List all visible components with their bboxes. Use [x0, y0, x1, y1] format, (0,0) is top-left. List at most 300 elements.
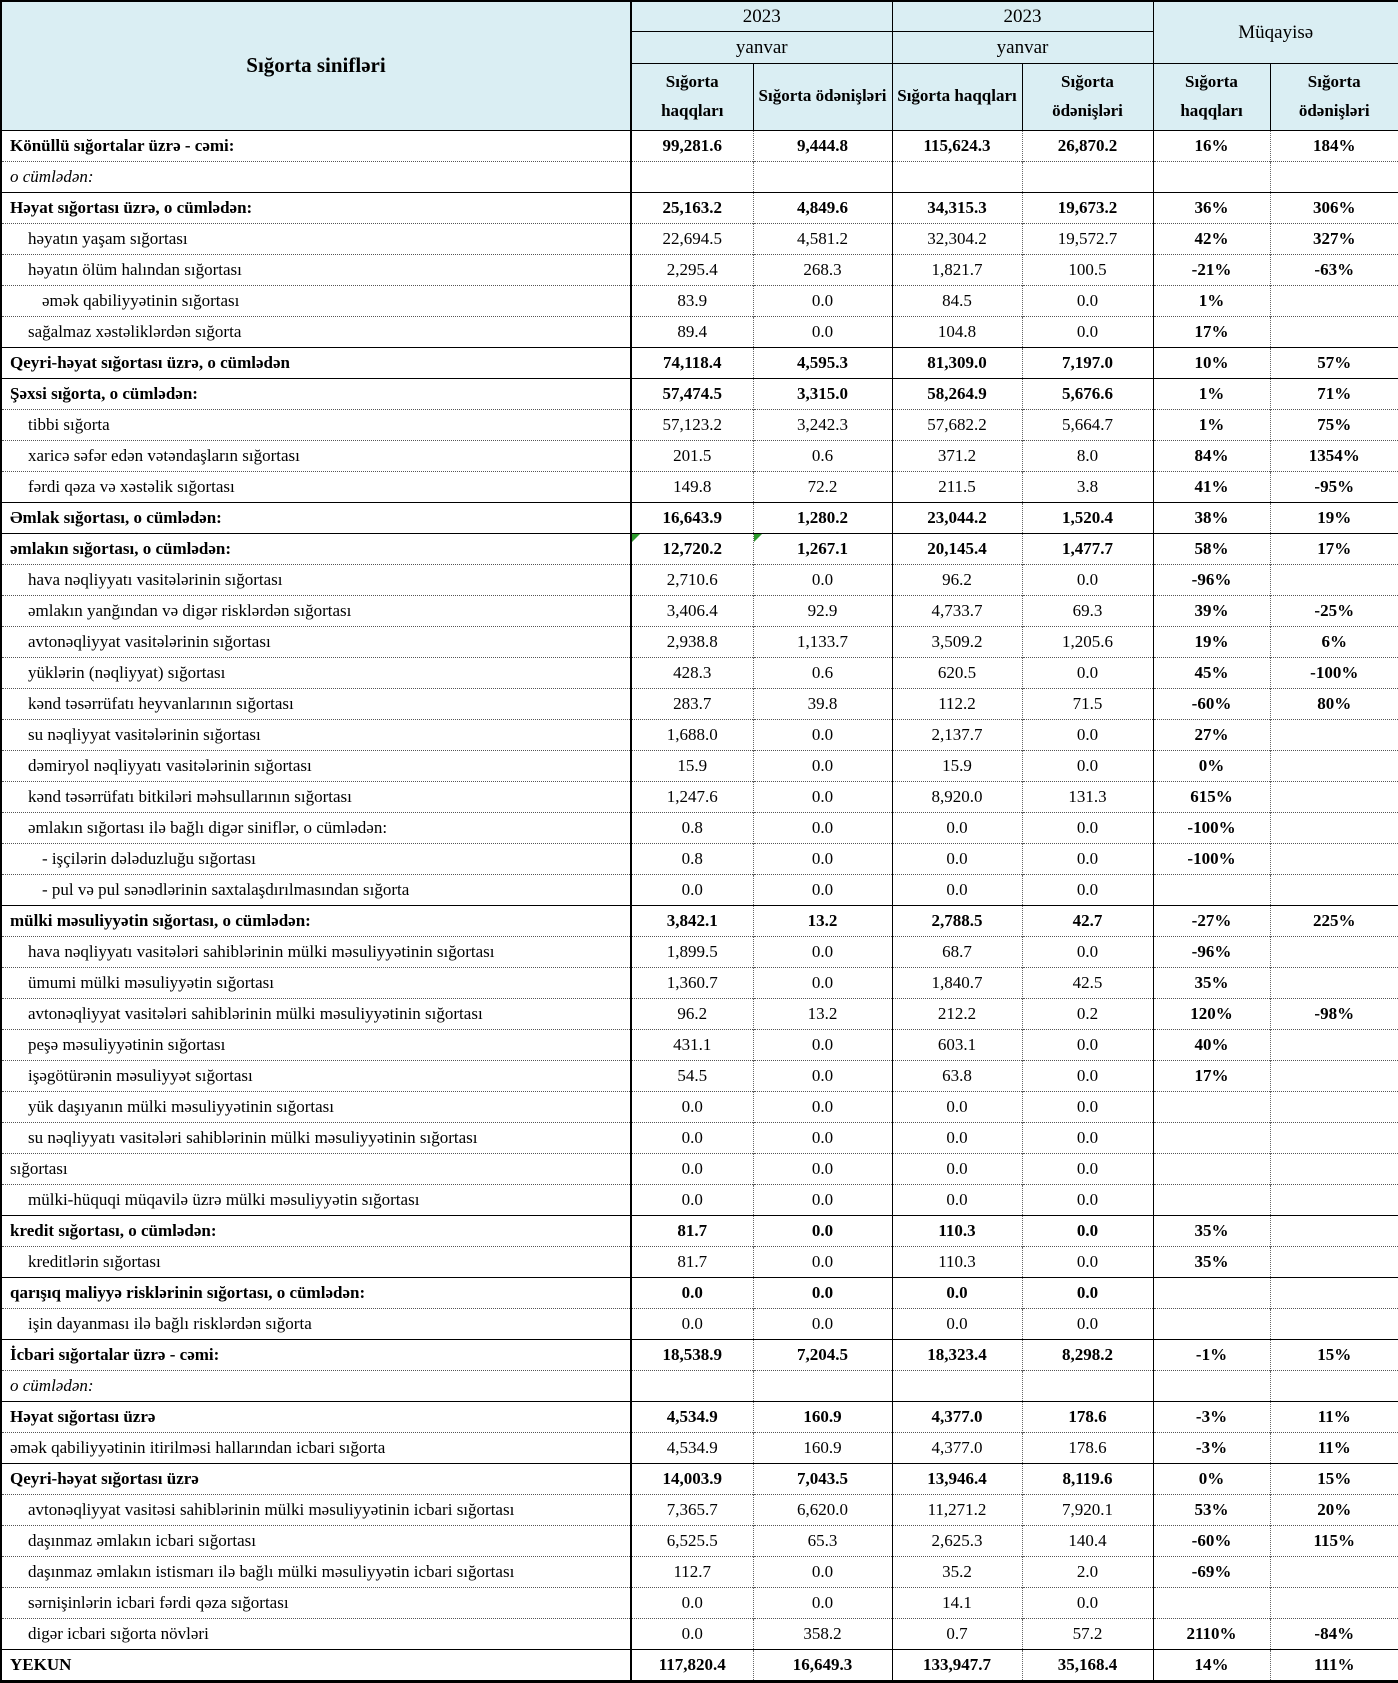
value-cell: 1,520.4 — [1022, 502, 1153, 533]
value-cell: 3,406.4 — [631, 595, 753, 626]
value-cell: 4,595.3 — [753, 347, 892, 378]
value-cell: 4,377.0 — [892, 1432, 1022, 1463]
row-label: mülki məsuliyyətin sığortası, o cümlədən: — [1, 905, 631, 936]
compare-value-cell: 1% — [1153, 285, 1270, 316]
column-header-insurance-classes: Sığorta sinifləri — [1, 1, 631, 130]
value-cell: 14,003.9 — [631, 1463, 753, 1494]
value-cell: 0.0 — [892, 1122, 1022, 1153]
value-cell: 115,624.3 — [892, 130, 1022, 161]
value-cell: 0.0 — [753, 1277, 892, 1308]
value-cell: 13.2 — [753, 998, 892, 1029]
value-cell: 0.0 — [1022, 1091, 1153, 1122]
value-cell: 2,625.3 — [892, 1525, 1022, 1556]
compare-value-cell — [1270, 161, 1398, 192]
value-cell — [631, 1370, 753, 1401]
value-cell: 2,295.4 — [631, 254, 753, 285]
table-row — [1, 874, 1398, 905]
compare-value-cell: 35% — [1153, 967, 1270, 998]
compare-value-cell: -25% — [1270, 595, 1398, 626]
value-cell: 1,840.7 — [892, 967, 1022, 998]
value-cell: 0.0 — [753, 1246, 892, 1277]
value-cell: 0.0 — [631, 1308, 753, 1339]
value-cell: 71.5 — [1022, 688, 1153, 719]
value-cell — [753, 1370, 892, 1401]
compare-value-cell: 14% — [1153, 1649, 1270, 1681]
table-row — [1, 1215, 1398, 1246]
compare-value-cell: 10% — [1153, 347, 1270, 378]
value-cell: 83.9 — [631, 285, 753, 316]
value-cell: 431.1 — [631, 1029, 753, 1060]
value-cell: 19,572.7 — [1022, 223, 1153, 254]
value-cell: 140.4 — [1022, 1525, 1153, 1556]
compare-value-cell — [1270, 1556, 1398, 1587]
column-group-compare: Müqayisə — [1153, 1, 1398, 64]
value-cell: 371.2 — [892, 440, 1022, 471]
value-cell: 0.6 — [753, 440, 892, 471]
compare-value-cell: 41% — [1153, 471, 1270, 502]
value-cell: 211.5 — [892, 471, 1022, 502]
compare-value-cell — [1270, 812, 1398, 843]
value-cell: 0.0 — [1022, 1308, 1153, 1339]
table-row — [1, 1556, 1398, 1587]
table-row — [1, 843, 1398, 874]
compare-value-cell: 39% — [1153, 595, 1270, 626]
value-cell: 2,137.7 — [892, 719, 1022, 750]
compare-value-cell: 53% — [1153, 1494, 1270, 1525]
value-cell: 358.2 — [753, 1618, 892, 1649]
compare-value-cell: 225% — [1270, 905, 1398, 936]
row-label: tibbi sığorta — [1, 409, 631, 440]
compare-value-cell: -1% — [1153, 1339, 1270, 1370]
value-cell: 0.0 — [753, 1215, 892, 1246]
compare-value-cell — [1270, 1215, 1398, 1246]
row-label: hava nəqliyyatı vasitələri sahiblərinin mülki məsuliyyətinin sığortası — [1, 936, 631, 967]
value-cell: 0.6 — [753, 657, 892, 688]
compare-value-cell: -27% — [1153, 905, 1270, 936]
row-label: daşınmaz əmlakın icbari sığortası — [1, 1525, 631, 1556]
value-cell: 72.2 — [753, 471, 892, 502]
compare-value-cell: 84% — [1153, 440, 1270, 471]
compare-value-cell — [1153, 1370, 1270, 1401]
row-label: avtonəqliyyat vasitələrinin sığortası — [1, 626, 631, 657]
value-cell: 0.0 — [753, 843, 892, 874]
value-cell — [892, 1370, 1022, 1401]
column-header-payments-compare: Sığorta ödənişləri — [1270, 64, 1398, 131]
row-label: avtonəqliyyat vasitələri sahiblərinin mülki məsuliyyətinin sığortası — [1, 998, 631, 1029]
table-body — [1, 130, 1398, 1681]
compare-value-cell: -84% — [1270, 1618, 1398, 1649]
value-cell: 0.0 — [892, 1091, 1022, 1122]
value-cell: 99,281.6 — [631, 130, 753, 161]
value-cell: 4,849.6 — [753, 192, 892, 223]
row-label: YEKUN — [1, 1649, 631, 1681]
compare-value-cell — [1270, 1029, 1398, 1060]
column-header-payments-1: Sığorta ödənişləri — [753, 64, 892, 131]
compare-value-cell — [1270, 1184, 1398, 1215]
compare-value-cell — [1153, 1153, 1270, 1184]
compare-value-cell: 0% — [1153, 750, 1270, 781]
compare-value-cell — [1270, 1153, 1398, 1184]
row-label: əmək qabiliyyətinin sığortası — [1, 285, 631, 316]
value-cell: 18,538.9 — [631, 1339, 753, 1370]
value-cell: 65.3 — [753, 1525, 892, 1556]
table-row — [1, 1091, 1398, 1122]
table-row — [1, 1308, 1398, 1339]
compare-value-cell: 75% — [1270, 409, 1398, 440]
value-cell: 18,323.4 — [892, 1339, 1022, 1370]
compare-value-cell — [1270, 936, 1398, 967]
value-cell: 0.2 — [1022, 998, 1153, 1029]
row-label: kredit sığortası, o cümlədən: — [1, 1215, 631, 1246]
table-row — [1, 502, 1398, 533]
compare-value-cell — [1270, 285, 1398, 316]
row-label: su nəqliyyat vasitələrinin sığortası — [1, 719, 631, 750]
value-cell: 35.2 — [892, 1556, 1022, 1587]
value-cell: 54.5 — [631, 1060, 753, 1091]
value-cell: 1,360.7 — [631, 967, 753, 998]
value-cell: 178.6 — [1022, 1401, 1153, 1432]
table-row — [1, 285, 1398, 316]
compare-value-cell: 327% — [1270, 223, 1398, 254]
compare-value-cell: 1% — [1153, 409, 1270, 440]
table-row — [1, 1153, 1398, 1184]
value-cell: 112.7 — [631, 1556, 753, 1587]
value-cell: 0.0 — [1022, 1246, 1153, 1277]
value-cell: 0.0 — [753, 812, 892, 843]
compare-value-cell — [1153, 1091, 1270, 1122]
compare-value-cell: 38% — [1153, 502, 1270, 533]
value-cell: 0.0 — [1022, 843, 1153, 874]
value-cell: 1,247.6 — [631, 781, 753, 812]
value-cell: 160.9 — [753, 1401, 892, 1432]
value-cell: 100.5 — [1022, 254, 1153, 285]
value-cell: 110.3 — [892, 1246, 1022, 1277]
table-row — [1, 440, 1398, 471]
value-cell: 4,534.9 — [631, 1432, 753, 1463]
table-row — [1, 626, 1398, 657]
value-cell: 4,377.0 — [892, 1401, 1022, 1432]
compare-value-cell: 17% — [1270, 533, 1398, 564]
value-cell: 9,444.8 — [753, 130, 892, 161]
column-header-payments-2: Sığorta ödənişləri — [1022, 64, 1153, 131]
value-cell: 0.0 — [631, 1184, 753, 1215]
value-cell: 201.5 — [631, 440, 753, 471]
compare-value-cell: 111% — [1270, 1649, 1398, 1681]
value-cell: 4,581.2 — [753, 223, 892, 254]
value-cell: 0.0 — [1022, 812, 1153, 843]
table-row — [1, 750, 1398, 781]
value-cell: 0.0 — [1022, 1215, 1153, 1246]
compare-value-cell: 80% — [1270, 688, 1398, 719]
value-cell: 1,821.7 — [892, 254, 1022, 285]
value-cell: 32,304.2 — [892, 223, 1022, 254]
value-cell: 110.3 — [892, 1215, 1022, 1246]
table-row — [1, 1618, 1398, 1649]
value-cell: 7,197.0 — [1022, 347, 1153, 378]
table-row — [1, 471, 1398, 502]
value-cell: 131.3 — [1022, 781, 1153, 812]
compare-value-cell: 120% — [1153, 998, 1270, 1029]
compare-value-cell — [1270, 843, 1398, 874]
value-cell: 2,788.5 — [892, 905, 1022, 936]
value-cell: 0.7 — [892, 1618, 1022, 1649]
value-cell: 16,649.3 — [753, 1649, 892, 1681]
value-cell: 81.7 — [631, 1246, 753, 1277]
table-row — [1, 1246, 1398, 1277]
compare-value-cell: -95% — [1270, 471, 1398, 502]
value-cell: 3,242.3 — [753, 409, 892, 440]
column-header-premiums-2: Sığorta haqqları — [892, 64, 1022, 131]
table-row — [1, 1525, 1398, 1556]
row-label: yüklərin (nəqliyyat) sığortası — [1, 657, 631, 688]
value-cell: 12,720.2 — [631, 533, 753, 564]
value-cell: 34,315.3 — [892, 192, 1022, 223]
compare-value-cell: 71% — [1270, 378, 1398, 409]
value-cell: 8,920.0 — [892, 781, 1022, 812]
value-cell: 0.0 — [753, 285, 892, 316]
compare-value-cell — [1270, 1122, 1398, 1153]
value-cell — [892, 161, 1022, 192]
row-label: kənd təsərrüfatı heyvanlarının sığortası — [1, 688, 631, 719]
compare-value-cell: -60% — [1153, 688, 1270, 719]
table-row — [1, 409, 1398, 440]
value-cell: 0.0 — [753, 1091, 892, 1122]
value-cell: 89.4 — [631, 316, 753, 347]
value-cell: 58,264.9 — [892, 378, 1022, 409]
compare-value-cell: 306% — [1270, 192, 1398, 223]
row-label: avtonəqliyyat vasitəsi sahiblərinin mülki məsuliyyətinin icbari sığortası — [1, 1494, 631, 1525]
value-cell: 149.8 — [631, 471, 753, 502]
compare-value-cell: -21% — [1153, 254, 1270, 285]
row-label: xaricə səfər edən vətəndaşların sığortası — [1, 440, 631, 471]
value-cell: 0.0 — [1022, 750, 1153, 781]
value-cell: 1,280.2 — [753, 502, 892, 533]
compare-value-cell — [1270, 1060, 1398, 1091]
table-row — [1, 595, 1398, 626]
value-cell: 0.0 — [892, 1277, 1022, 1308]
compare-value-cell: 1% — [1153, 378, 1270, 409]
row-label: yük daşıyanın mülki məsuliyyətinin sığortası — [1, 1091, 631, 1122]
value-cell: 3,315.0 — [753, 378, 892, 409]
compare-value-cell — [1153, 874, 1270, 905]
compare-value-cell — [1270, 1370, 1398, 1401]
compare-value-cell: 58% — [1153, 533, 1270, 564]
table-row — [1, 967, 1398, 998]
value-cell: 0.0 — [753, 1556, 892, 1587]
table-row — [1, 1184, 1398, 1215]
compare-value-cell — [1153, 161, 1270, 192]
value-cell: 7,365.7 — [631, 1494, 753, 1525]
value-cell: 0.0 — [1022, 719, 1153, 750]
compare-value-cell — [1270, 564, 1398, 595]
table-row — [1, 1339, 1398, 1370]
compare-value-cell — [1270, 1091, 1398, 1122]
row-label: Həyat sığortası üzrə — [1, 1401, 631, 1432]
value-cell: 6,525.5 — [631, 1525, 753, 1556]
column-header-premiums-1: Sığorta haqqları — [631, 64, 753, 131]
compare-value-cell: -100% — [1153, 812, 1270, 843]
row-label: əmlakın sığortası, o cümlədən: — [1, 533, 631, 564]
value-cell — [1022, 1370, 1153, 1401]
compare-value-cell: -63% — [1270, 254, 1398, 285]
value-cell: 42.7 — [1022, 905, 1153, 936]
row-label: Qeyri-həyat sığortası üzrə, o cümlədən — [1, 347, 631, 378]
cell-error-indicator-triangle-icon — [754, 534, 762, 542]
value-cell: 0.0 — [1022, 564, 1153, 595]
value-cell: 2,938.8 — [631, 626, 753, 657]
value-cell: 0.0 — [753, 316, 892, 347]
value-cell: 8,119.6 — [1022, 1463, 1153, 1494]
compare-value-cell: -98% — [1270, 998, 1398, 1029]
row-label: işin dayanması ilə bağlı risklərdən sığorta — [1, 1308, 631, 1339]
row-label: əmlakın yanğından və digər risklərdən sığortası — [1, 595, 631, 626]
value-cell: 3.8 — [1022, 471, 1153, 502]
compare-value-cell — [1153, 1122, 1270, 1153]
compare-value-cell: 17% — [1153, 316, 1270, 347]
value-cell: 13.2 — [753, 905, 892, 936]
compare-value-cell: 17% — [1153, 1060, 1270, 1091]
value-cell: 7,920.1 — [1022, 1494, 1153, 1525]
value-cell: 2,710.6 — [631, 564, 753, 595]
compare-value-cell: 0% — [1153, 1463, 1270, 1494]
row-label: peşə məsuliyyətinin sığortası — [1, 1029, 631, 1060]
row-label: - işçilərin dələduzluğu sığortası — [1, 843, 631, 874]
value-cell: 0.0 — [631, 1587, 753, 1618]
value-cell: 0.0 — [1022, 285, 1153, 316]
row-label: Qeyri-həyat sığortası üzrə — [1, 1463, 631, 1494]
value-cell — [753, 161, 892, 192]
row-label: həyatın yaşam sığortası — [1, 223, 631, 254]
compare-value-cell: 615% — [1153, 781, 1270, 812]
value-cell: 57,123.2 — [631, 409, 753, 440]
table-row — [1, 1401, 1398, 1432]
value-cell: 81.7 — [631, 1215, 753, 1246]
value-cell: 0.0 — [892, 1153, 1022, 1184]
row-label: Şəxsi sığorta, o cümlədən: — [1, 378, 631, 409]
table-row — [1, 223, 1398, 254]
compare-value-cell — [1270, 1246, 1398, 1277]
value-cell: 0.0 — [753, 1029, 892, 1060]
value-cell: 68.7 — [892, 936, 1022, 967]
row-label: sərnişinlərin icbari fərdi qəza sığortası — [1, 1587, 631, 1618]
value-cell — [1022, 161, 1153, 192]
compare-value-cell: 11% — [1270, 1401, 1398, 1432]
value-cell: 0.0 — [892, 812, 1022, 843]
row-label: o cümlədən: — [1, 1370, 631, 1401]
compare-value-cell: 35% — [1153, 1215, 1270, 1246]
value-cell: 0.0 — [753, 564, 892, 595]
compare-value-cell: -100% — [1153, 843, 1270, 874]
value-cell: 19,673.2 — [1022, 192, 1153, 223]
value-cell: 2.0 — [1022, 1556, 1153, 1587]
compare-value-cell: 27% — [1153, 719, 1270, 750]
value-cell: 4,733.7 — [892, 595, 1022, 626]
table-row — [1, 533, 1398, 564]
table-row — [1, 1649, 1398, 1681]
table-row — [1, 347, 1398, 378]
row-label: o cümlədən: — [1, 161, 631, 192]
compare-value-cell: 19% — [1270, 502, 1398, 533]
value-cell: 603.1 — [892, 1029, 1022, 1060]
cell-error-indicator-triangle-icon — [632, 534, 640, 542]
value-cell: 57.2 — [1022, 1618, 1153, 1649]
value-cell: 0.0 — [753, 1153, 892, 1184]
value-cell: 0.0 — [753, 750, 892, 781]
table-row — [1, 936, 1398, 967]
value-cell: 92.9 — [753, 595, 892, 626]
column-group-period-2: yanvar — [892, 32, 1153, 64]
value-cell: 0.0 — [753, 1060, 892, 1091]
row-label: həyatın ölüm halından sığortası — [1, 254, 631, 285]
row-label: əmək qabiliyyətinin itirilməsi hallarından icbari sığorta — [1, 1432, 631, 1463]
row-label: dəmiryol nəqliyyatı vasitələrinin sığortası — [1, 750, 631, 781]
value-cell: 74,118.4 — [631, 347, 753, 378]
compare-value-cell: 11% — [1270, 1432, 1398, 1463]
value-cell: 1,133.7 — [753, 626, 892, 657]
value-cell: 0.0 — [753, 1308, 892, 1339]
value-cell: 14.1 — [892, 1587, 1022, 1618]
value-cell: 11,271.2 — [892, 1494, 1022, 1525]
value-cell: 0.8 — [631, 812, 753, 843]
value-cell: 0.0 — [1022, 1153, 1153, 1184]
compare-value-cell: 57% — [1270, 347, 1398, 378]
row-label: su nəqliyyatı vasitələri sahiblərinin mülki məsuliyyətinin sığortası — [1, 1122, 631, 1153]
row-label: Həyat sığortası üzrə, o cümlədən: — [1, 192, 631, 223]
value-cell: 212.2 — [892, 998, 1022, 1029]
value-cell: 0.0 — [1022, 1277, 1153, 1308]
table-row — [1, 316, 1398, 347]
table-row — [1, 254, 1398, 285]
table-row — [1, 1029, 1398, 1060]
value-cell: 5,676.6 — [1022, 378, 1153, 409]
column-header-premiums-compare: Sığorta haqqları — [1153, 64, 1270, 131]
value-cell: 7,204.5 — [753, 1339, 892, 1370]
compare-value-cell: -96% — [1153, 564, 1270, 595]
table-header — [1, 1, 1398, 130]
value-cell: 0.0 — [753, 1587, 892, 1618]
compare-value-cell: 2110% — [1153, 1618, 1270, 1649]
value-cell: 0.0 — [753, 874, 892, 905]
value-cell: 22,694.5 — [631, 223, 753, 254]
compare-value-cell: -100% — [1270, 657, 1398, 688]
value-cell: 0.0 — [753, 936, 892, 967]
compare-value-cell: 115% — [1270, 1525, 1398, 1556]
value-cell: 0.0 — [1022, 1122, 1153, 1153]
value-cell: 13,946.4 — [892, 1463, 1022, 1494]
compare-value-cell — [1153, 1277, 1270, 1308]
table-row — [1, 192, 1398, 223]
row-label: qarışıq maliyyə risklərinin sığortası, o cümlədən: — [1, 1277, 631, 1308]
value-cell: 84.5 — [892, 285, 1022, 316]
compare-value-cell — [1270, 781, 1398, 812]
value-cell: 6,620.0 — [753, 1494, 892, 1525]
value-cell: 0.0 — [631, 1091, 753, 1122]
row-label: Könüllü sığortalar üzrə - cəmi: — [1, 130, 631, 161]
table-row — [1, 1463, 1398, 1494]
value-cell: 0.0 — [753, 781, 892, 812]
compare-value-cell: -96% — [1153, 936, 1270, 967]
compare-value-cell — [1270, 1308, 1398, 1339]
value-cell: 0.8 — [631, 843, 753, 874]
table-row — [1, 1060, 1398, 1091]
row-label: fərdi qəza və xəstəlik sığortası — [1, 471, 631, 502]
value-cell: 8.0 — [1022, 440, 1153, 471]
value-cell: 8,298.2 — [1022, 1339, 1153, 1370]
value-cell: 1,688.0 — [631, 719, 753, 750]
value-cell: 16,643.9 — [631, 502, 753, 533]
value-cell: 35,168.4 — [1022, 1649, 1153, 1681]
value-cell: 3,842.1 — [631, 905, 753, 936]
